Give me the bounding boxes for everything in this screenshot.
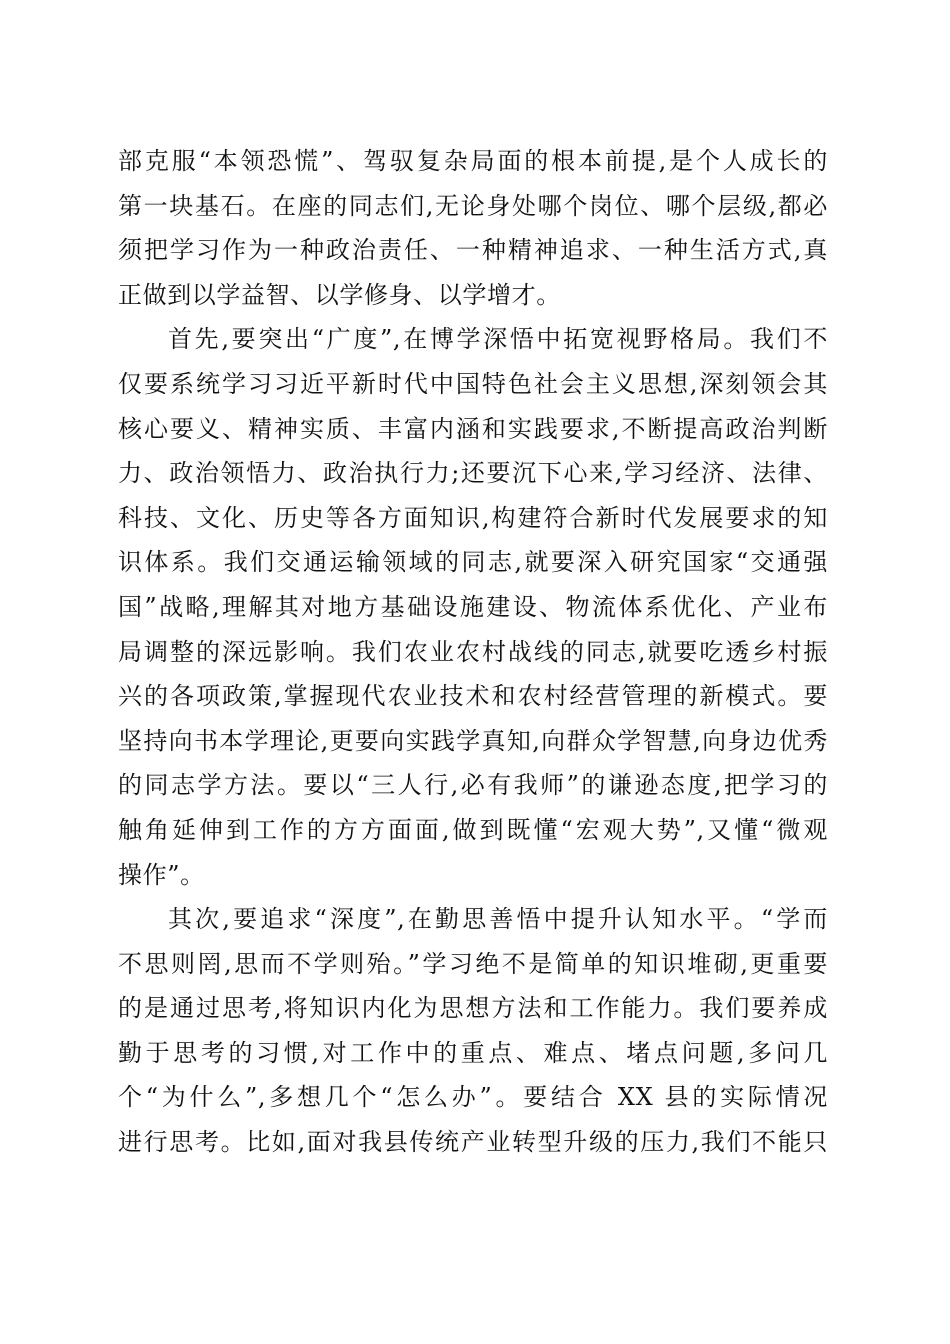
paragraph <box>118 897 828 1165</box>
text-line: 须把学习作为一种政治责任、一种精神追求、一种生活方式,真 <box>118 236 828 265</box>
text-line: 核心要义、精神实质、丰富内涵和实践要求,不断提高政治判断 <box>118 414 828 443</box>
text-line: 仅要系统学习习近平新时代中国特色社会主义思想,深刻领会其 <box>118 369 828 398</box>
text-line: 的同志学方法。要以“三人行,必有我师”的谦逊态度,把学习的 <box>118 771 828 800</box>
text-line: 第一块基石。在座的同志们,无论身处哪个岗位、哪个层级,都必 <box>118 191 828 220</box>
text-line: 进行思考。比如,面对我县传统产业转型升级的压力,我们不能只 <box>118 1128 828 1157</box>
text-line: 部克服“本领恐慌”、驾驭复杂局面的根本前提,是个人成长的 <box>118 147 828 175</box>
text-line: 不思则罔,思而不学则殆。”学习绝不是简单的知识堆砌,更重要 <box>118 949 828 978</box>
text-line: 个“为什么”,多想几个“怎么办”。要结合 XX 县的实际情况 <box>118 1083 828 1112</box>
document-body <box>118 139 828 1165</box>
text-line: 坚持向书本学理论,更要向实践学真知,向群众学智慧,向身边优秀 <box>118 726 828 755</box>
paragraph <box>118 317 828 897</box>
text-line: 识体系。我们交通运输领域的同志,就要深入研究国家“交通强 <box>118 548 828 577</box>
text-line: 国”战略,理解其对地方基础设施建设、物流体系优化、产业布 <box>118 592 828 621</box>
text-line: 其次,要追求“深度”,在勤思善悟中提升认知水平。“学而 <box>168 905 828 934</box>
text-line: 科技、文化、历史等各方面知识,构建符合新时代发展要求的知 <box>118 503 828 532</box>
text-line: 局调整的深远影响。我们农业农村战线的同志,就要吃透乡村振 <box>118 637 828 666</box>
text-line: 兴的各项政策,掌握现代农业技术和农村经营管理的新模式。要 <box>118 682 828 711</box>
text-line: 力、政治领悟力、政治执行力;还要沉下心来,学习经济、法律、 <box>118 459 828 488</box>
text-line: 正做到以学益智、以学修身、以学增才。 <box>118 280 561 309</box>
text-line: 的是通过思考,将知识内化为思想方法和工作能力。我们要养成 <box>118 994 828 1023</box>
text-line: 操作”。 <box>118 860 205 889</box>
paragraph <box>118 139 828 317</box>
text-line: 勤于思考的习惯,对工作中的重点、难点、堵点问题,多问几 <box>118 1038 828 1067</box>
text-line: 首先,要突出“广度”,在博学深悟中拓宽视野格局。我们不 <box>168 325 828 354</box>
text-line: 触角延伸到工作的方方面面,做到既懂“宏观大势”,又懂“微观 <box>118 815 828 844</box>
